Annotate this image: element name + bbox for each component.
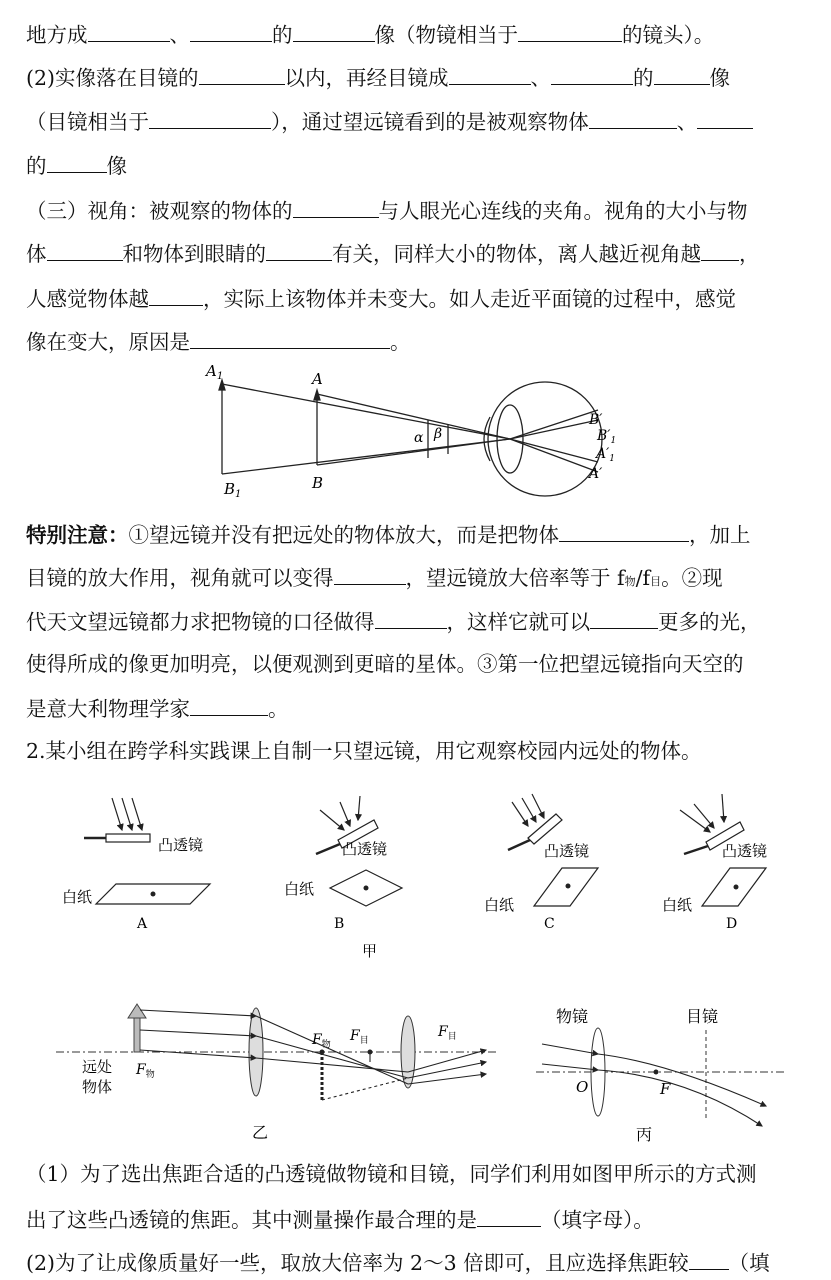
label-a-prime: A′ bbox=[589, 466, 603, 482]
text: 和物体到眼睛的 bbox=[122, 242, 266, 266]
answer-blank[interactable] bbox=[449, 62, 531, 85]
text-line bbox=[26, 283, 736, 313]
text: 使得所成的像更加明亮，以便观测到更暗的星体。③第一位把望远镜指向天空的 bbox=[26, 652, 744, 676]
label-b1-prime: $B'_1$ bbox=[597, 428, 617, 446]
answer-blank[interactable] bbox=[590, 606, 658, 629]
ray bbox=[140, 1050, 256, 1058]
label-a: A bbox=[312, 370, 323, 388]
label-b: B bbox=[334, 916, 345, 932]
answer-blank[interactable] bbox=[293, 195, 379, 218]
text-line bbox=[26, 1247, 770, 1277]
answer-blank[interactable] bbox=[190, 326, 390, 349]
label-beta: β bbox=[434, 426, 443, 442]
text: ， bbox=[739, 242, 760, 266]
cornea bbox=[484, 417, 490, 461]
answer-blank[interactable] bbox=[559, 519, 689, 542]
figure-yi bbox=[56, 996, 496, 1146]
label-d: D bbox=[726, 916, 738, 932]
answer-blank[interactable] bbox=[47, 150, 107, 173]
text: ，实际上该物体并未变大。如人走近平面镜的过程中，感觉 bbox=[203, 287, 736, 311]
label-paper-d: 白纸 bbox=[662, 896, 693, 914]
answer-blank[interactable] bbox=[293, 19, 375, 42]
text: 。 bbox=[390, 330, 411, 354]
text: （填 bbox=[728, 1251, 770, 1275]
answer-blank[interactable] bbox=[477, 1204, 541, 1227]
label-b: B bbox=[312, 474, 324, 492]
virtual-ray bbox=[322, 1078, 408, 1100]
ray bbox=[598, 1054, 766, 1106]
text: 像 bbox=[106, 154, 127, 178]
label-alpha: α bbox=[414, 430, 424, 446]
caption-bing: 丙 bbox=[636, 1125, 653, 1144]
label-lens-d: 凸透镜 bbox=[722, 842, 768, 860]
answer-blank[interactable] bbox=[697, 106, 753, 129]
text: 与人眼光心连线的夹角。视角的大小与物 bbox=[378, 199, 748, 223]
answer-blank[interactable] bbox=[334, 562, 406, 585]
label-a1-prime: $A'_1$ bbox=[596, 446, 616, 464]
label-a1: $A_1$ bbox=[206, 362, 224, 382]
label-f-mu-right: $F_目$ bbox=[438, 1024, 457, 1042]
text: 2.某小组在跨学科实践课上自制一只望远镜，用它观察校园内远处的物体。 bbox=[26, 739, 702, 763]
answer-blank[interactable] bbox=[190, 693, 268, 716]
answer-blank[interactable] bbox=[266, 238, 332, 261]
ray bbox=[542, 1064, 598, 1070]
far-object bbox=[134, 1016, 140, 1052]
text-line bbox=[26, 606, 761, 636]
label-f-wu-left: $F_物$ bbox=[136, 1062, 155, 1080]
text-line bbox=[26, 106, 753, 136]
text-line bbox=[26, 519, 751, 549]
ray bbox=[598, 1070, 762, 1126]
text: 。 bbox=[268, 697, 289, 721]
text: 、 bbox=[530, 66, 552, 90]
text-line bbox=[26, 650, 744, 678]
text: 地方成 bbox=[26, 23, 88, 47]
text-line bbox=[26, 326, 411, 356]
label-lens-b: 凸透镜 bbox=[342, 840, 388, 858]
answer-blank[interactable] bbox=[589, 106, 677, 129]
objective-lens bbox=[591, 1028, 605, 1116]
text: ），通过望远镜看到的是被观察物体 bbox=[271, 110, 589, 134]
label-lens-a: 凸透镜 bbox=[158, 836, 204, 854]
label-lens-c: 凸透镜 bbox=[544, 842, 590, 860]
text-line bbox=[26, 62, 730, 92]
text: 体 bbox=[26, 242, 47, 266]
text: 是意大利物理学家 bbox=[26, 697, 190, 721]
text: 像在变大，原因是 bbox=[26, 330, 190, 354]
label-paper-a: 白纸 bbox=[62, 888, 93, 906]
text: /f bbox=[635, 566, 651, 590]
ray bbox=[256, 1036, 408, 1078]
label-f-mu: $F_目$ bbox=[350, 1028, 369, 1046]
text-line bbox=[26, 693, 289, 723]
note-heading: 特别注意： bbox=[26, 523, 129, 547]
question-title bbox=[26, 737, 702, 765]
subscript: 目 bbox=[650, 575, 662, 588]
figure-jia bbox=[50, 788, 790, 968]
text: ，加上 bbox=[689, 523, 751, 547]
label-b-prime: B′ bbox=[589, 412, 603, 428]
label-eyepiece: 目镜 bbox=[686, 1007, 719, 1026]
text: （填字母）。 bbox=[541, 1208, 654, 1232]
text: (2)实像落在目镜的 bbox=[26, 66, 199, 90]
answer-blank[interactable] bbox=[689, 1247, 729, 1270]
text: 出了这些凸透镜的焦距。其中测量操作最合理的是 bbox=[26, 1208, 477, 1232]
answer-blank[interactable] bbox=[47, 238, 123, 261]
label-objective: 物镜 bbox=[556, 1007, 589, 1026]
caption-yi: 乙 bbox=[252, 1123, 269, 1142]
text: 的镜头）。 bbox=[622, 23, 715, 47]
label-paper-b: 白纸 bbox=[284, 880, 315, 898]
answer-blank[interactable] bbox=[375, 606, 447, 629]
objective-lens bbox=[249, 1008, 263, 1096]
label-f-wu: $F_物$ bbox=[312, 1032, 331, 1050]
text-line bbox=[26, 238, 760, 268]
label-o: O bbox=[576, 1078, 589, 1096]
ray bbox=[408, 1050, 486, 1072]
answer-blank[interactable] bbox=[551, 62, 633, 85]
answer-blank[interactable] bbox=[190, 19, 272, 42]
text: ①望远镜并没有把远处的物体放大，而是把物体 bbox=[128, 523, 559, 547]
text: 。②现 bbox=[661, 566, 723, 590]
label-f: F bbox=[660, 1080, 671, 1098]
ray bbox=[256, 1058, 408, 1072]
text: 代天文望远镜都力求把物镜的口径做得 bbox=[26, 610, 375, 634]
text: 的 bbox=[26, 154, 47, 178]
far-object-arrow bbox=[128, 1004, 146, 1018]
text: 有关，同样大小的物体，离人越近视角越 bbox=[332, 242, 701, 266]
text: (2)为了让成像质量好一些，取放大倍率为 2～3 倍即可，且应选择焦距较 bbox=[26, 1251, 689, 1275]
text: （目镜相当于 bbox=[26, 110, 149, 134]
text-line bbox=[26, 195, 748, 225]
text: （1）为了选出焦距合适的凸透镜做物镜和目镜，同学们利用如图甲所示的方式测 bbox=[26, 1162, 757, 1186]
text-line bbox=[26, 562, 723, 596]
text: 人感觉物体越 bbox=[26, 287, 149, 311]
ray bbox=[140, 1030, 256, 1036]
ray bbox=[140, 1010, 256, 1016]
text: 的 bbox=[633, 66, 654, 90]
text: 像（物镜相当于 bbox=[374, 23, 518, 47]
answer-blank[interactable] bbox=[701, 238, 739, 261]
text-line bbox=[26, 19, 714, 49]
answer-blank[interactable] bbox=[149, 283, 203, 306]
text: （三）视角：被观察的物体的 bbox=[26, 199, 293, 223]
text-line bbox=[26, 150, 127, 180]
text: ，这样它就可以 bbox=[446, 610, 590, 634]
answer-blank[interactable] bbox=[149, 106, 271, 129]
subscript: 物 bbox=[624, 575, 636, 588]
answer-blank[interactable] bbox=[88, 19, 170, 42]
text: 、 bbox=[676, 110, 698, 134]
text: ，望远镜放大倍率等于 f bbox=[405, 566, 625, 590]
label-b1: $B_1$ bbox=[224, 480, 242, 500]
visual-angle-diagram bbox=[200, 362, 640, 508]
text-line bbox=[26, 1160, 757, 1188]
text: 像 bbox=[709, 66, 731, 90]
answer-blank[interactable] bbox=[199, 62, 285, 85]
text: 更多的光， bbox=[658, 610, 761, 634]
label-far: 远处 bbox=[82, 1058, 113, 1076]
ray bbox=[542, 1044, 598, 1054]
text: 以内，再经目镜成 bbox=[284, 66, 449, 90]
text-line bbox=[26, 1204, 654, 1234]
text: 目镜的放大作用，视角就可以变得 bbox=[26, 566, 334, 590]
ray bbox=[256, 1016, 408, 1084]
label-a: A bbox=[137, 916, 148, 932]
figure-bing bbox=[536, 1000, 796, 1146]
caption-jia: 甲 bbox=[362, 942, 378, 960]
label-paper-c: 白纸 bbox=[484, 896, 515, 914]
label-object: 物体 bbox=[82, 1078, 113, 1096]
answer-blank[interactable] bbox=[518, 19, 622, 42]
ray bbox=[222, 384, 510, 439]
label-c: C bbox=[544, 916, 555, 932]
text: 、 bbox=[169, 23, 190, 47]
text: 的 bbox=[272, 23, 293, 47]
answer-blank[interactable] bbox=[654, 62, 710, 85]
